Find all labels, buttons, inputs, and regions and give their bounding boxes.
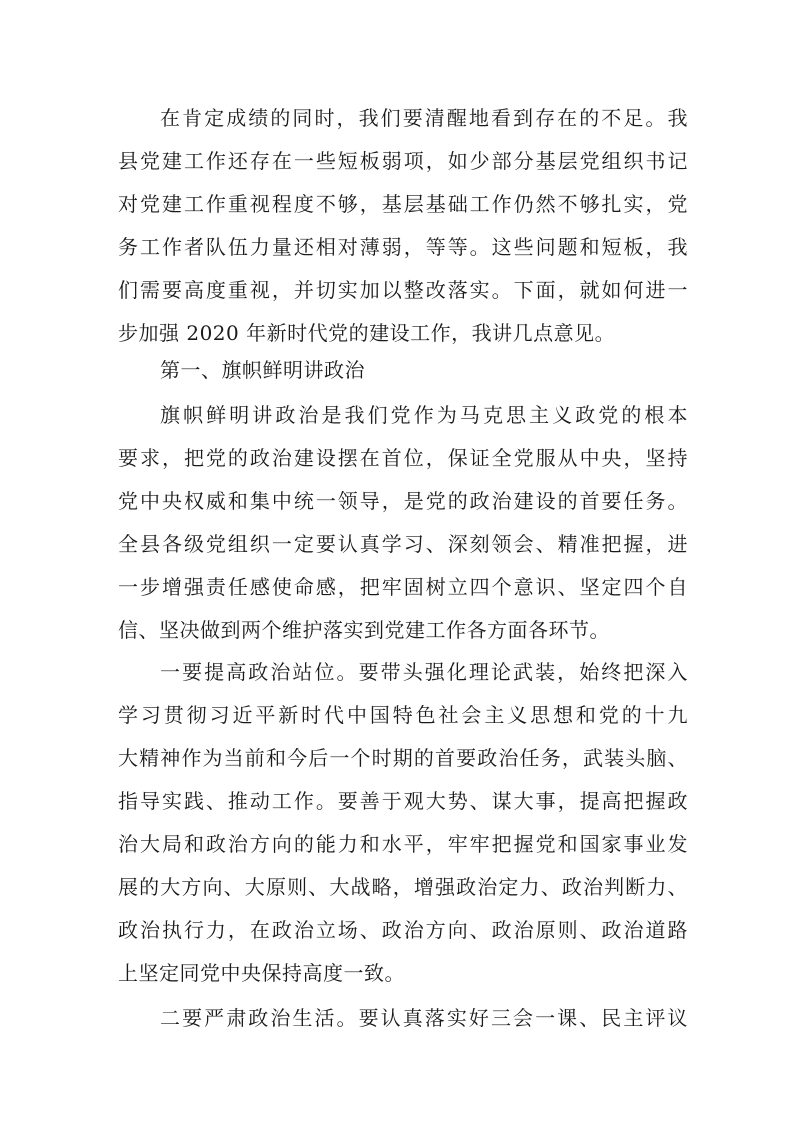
paragraph-line: 一步增强责任感使命感，把牢固树立四个意识、坚定四个自: [118, 575, 688, 599]
paragraph-line: 二要严肃政治生活。要认真落实好三会一课、民主评议: [160, 1006, 688, 1030]
paragraph-line: 学习贯彻习近平新时代中国特色社会主义思想和党的十九: [118, 703, 688, 727]
paragraph-line: 步加强 2020 年新时代党的建设工作，我讲几点意见。: [118, 321, 616, 345]
paragraph-line: 县党建工作还存在一些短板弱项，如少部分基层党组织书记: [118, 149, 688, 173]
section-heading: 第一、旗帜鲜明讲政治: [160, 358, 365, 382]
paragraph-line: 政治执行力，在政治立场、政治方向、政治原则、政治道路: [118, 918, 688, 942]
paragraph-line: 一要提高政治站位。要带头强化理论武装，始终把深入: [160, 660, 688, 684]
paragraph-line: 旗帜鲜明讲政治是我们党作为马克思主义政党的根本: [160, 403, 688, 427]
paragraph-line: 信、坚决做到两个维护落实到党建工作各方面各环节。: [118, 618, 610, 642]
paragraph-line: 要求，把党的政治建设摆在首位，保证全党服从中央，坚持: [118, 446, 688, 470]
paragraph-line: 对党建工作重视程度不够，基层基础工作仍然不够扎实，党: [118, 192, 688, 216]
paragraph-line: 指导实践、推动工作。要善于观大势、谋大事，提高把握政: [118, 789, 688, 813]
paragraph-line: 上坚定同党中央保持高度一致。: [118, 961, 405, 985]
paragraph-line: 在肯定成绩的同时，我们要清醒地看到存在的不足。我: [160, 106, 688, 130]
paragraph-line: 大精神作为当前和今后一个时期的首要政治任务，武装头脑、: [118, 746, 688, 770]
paragraph-line: 全县各级党组织一定要认真学习、深刻领会、精准把握，进: [118, 532, 688, 556]
paragraph-line: 治大局和政治方向的能力和水平，牢牢把握党和国家事业发: [118, 832, 688, 856]
paragraph-line: 务工作者队伍力量还相对薄弱，等等。这些问题和短板，我: [118, 235, 688, 259]
paragraph-line: 党中央权威和集中统一领导，是党的政治建设的首要任务。: [118, 489, 688, 513]
paragraph-line: 展的大方向、大原则、大战略，增强政治定力、政治判断力、: [118, 875, 688, 899]
paragraph-line: 们需要高度重视，并切实加以整改落实。下面，就如何进一: [118, 278, 688, 302]
